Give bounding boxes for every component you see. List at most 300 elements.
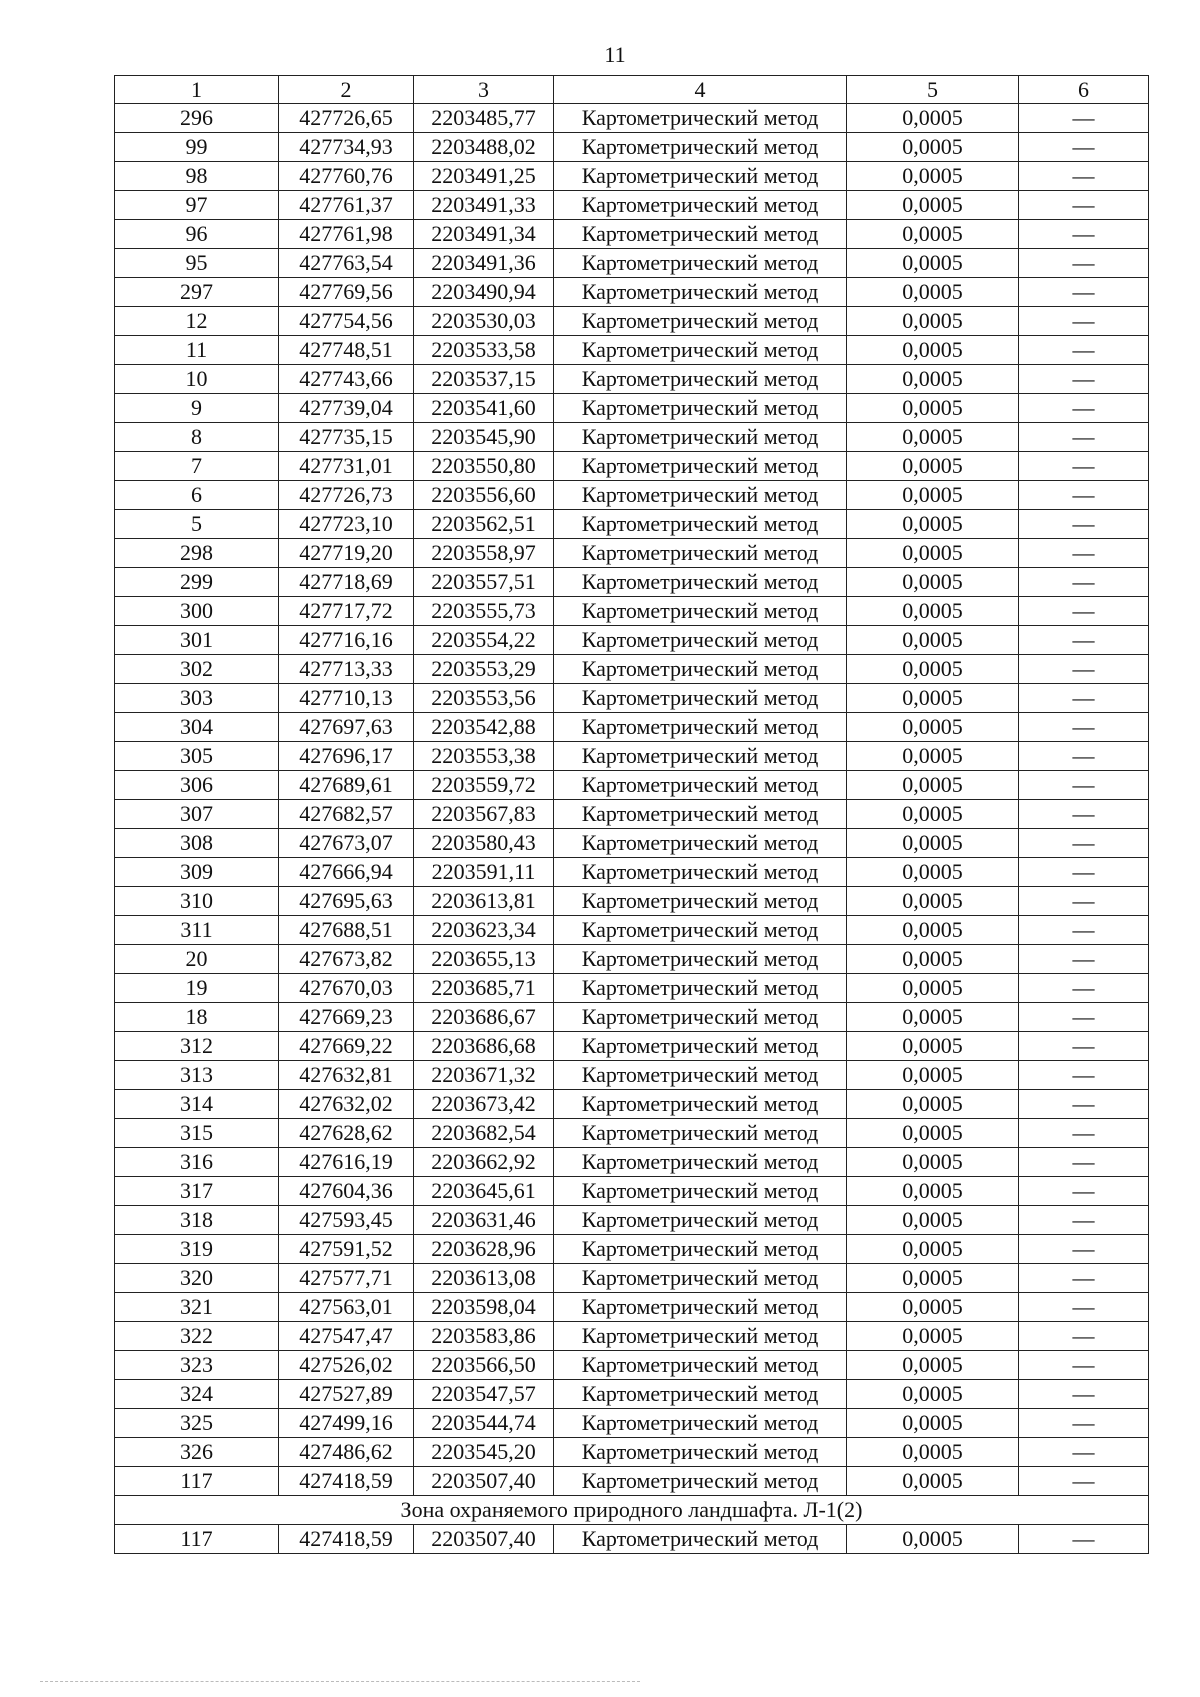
method-cell: Картометрический метод bbox=[554, 336, 847, 365]
accuracy-cell: 0,0005 bbox=[847, 278, 1019, 307]
table-row bbox=[115, 307, 1149, 336]
description-cell: — bbox=[1019, 1467, 1149, 1496]
description-cell: — bbox=[1019, 1264, 1149, 1293]
y-coordinate-cell: 2203533,58 bbox=[414, 336, 554, 365]
method-cell: Картометрический метод bbox=[554, 655, 847, 684]
accuracy-cell: 0,0005 bbox=[847, 336, 1019, 365]
point-number-cell: 95 bbox=[115, 249, 279, 278]
point-number-cell: 325 bbox=[115, 1409, 279, 1438]
y-coordinate-cell: 2203628,96 bbox=[414, 1235, 554, 1264]
table-row bbox=[115, 1293, 1149, 1322]
accuracy-cell: 0,0005 bbox=[847, 1467, 1019, 1496]
y-coordinate-cell: 2203662,92 bbox=[414, 1148, 554, 1177]
accuracy-cell: 0,0005 bbox=[847, 1525, 1019, 1554]
method-cell: Картометрический метод bbox=[554, 858, 847, 887]
x-coordinate-cell: 427695,63 bbox=[279, 887, 414, 916]
description-cell: — bbox=[1019, 162, 1149, 191]
description-cell: — bbox=[1019, 1525, 1149, 1554]
y-coordinate-cell: 2203530,03 bbox=[414, 307, 554, 336]
x-coordinate-cell: 427697,63 bbox=[279, 713, 414, 742]
point-number-cell: 312 bbox=[115, 1032, 279, 1061]
accuracy-cell: 0,0005 bbox=[847, 104, 1019, 133]
table-row bbox=[115, 336, 1149, 365]
accuracy-cell: 0,0005 bbox=[847, 597, 1019, 626]
accuracy-cell: 0,0005 bbox=[847, 655, 1019, 684]
description-cell: — bbox=[1019, 1409, 1149, 1438]
accuracy-cell: 0,0005 bbox=[847, 481, 1019, 510]
table-row bbox=[115, 162, 1149, 191]
table-row bbox=[115, 1177, 1149, 1206]
x-coordinate-cell: 427688,51 bbox=[279, 916, 414, 945]
method-cell: Картометрический метод bbox=[554, 887, 847, 916]
method-cell: Картометрический метод bbox=[554, 568, 847, 597]
y-coordinate-cell: 2203623,34 bbox=[414, 916, 554, 945]
table-row bbox=[115, 1438, 1149, 1467]
description-cell: — bbox=[1019, 771, 1149, 800]
accuracy-cell: 0,0005 bbox=[847, 945, 1019, 974]
y-coordinate-cell: 2203550,80 bbox=[414, 452, 554, 481]
y-coordinate-cell: 2203541,60 bbox=[414, 394, 554, 423]
table-row bbox=[115, 1119, 1149, 1148]
point-number-cell: 18 bbox=[115, 1003, 279, 1032]
method-cell: Картометрический метод bbox=[554, 365, 847, 394]
table-row bbox=[115, 568, 1149, 597]
table-row bbox=[115, 829, 1149, 858]
y-coordinate-cell: 2203545,20 bbox=[414, 1438, 554, 1467]
accuracy-cell: 0,0005 bbox=[847, 1235, 1019, 1264]
x-coordinate-cell: 427743,66 bbox=[279, 365, 414, 394]
method-cell: Картометрический метод bbox=[554, 133, 847, 162]
description-cell: — bbox=[1019, 626, 1149, 655]
accuracy-cell: 0,0005 bbox=[847, 394, 1019, 423]
table-row bbox=[115, 858, 1149, 887]
point-number-cell: 9 bbox=[115, 394, 279, 423]
accuracy-cell: 0,0005 bbox=[847, 1264, 1019, 1293]
description-cell: — bbox=[1019, 104, 1149, 133]
x-coordinate-cell: 427628,62 bbox=[279, 1119, 414, 1148]
description-cell: — bbox=[1019, 133, 1149, 162]
table-body bbox=[115, 76, 1149, 1554]
point-number-cell: 297 bbox=[115, 278, 279, 307]
method-cell: Картометрический метод bbox=[554, 771, 847, 800]
method-cell: Картометрический метод bbox=[554, 1322, 847, 1351]
method-cell: Картометрический метод bbox=[554, 1293, 847, 1322]
description-cell: — bbox=[1019, 684, 1149, 713]
method-cell: Картометрический метод bbox=[554, 162, 847, 191]
point-number-cell: 5 bbox=[115, 510, 279, 539]
description-cell: — bbox=[1019, 1380, 1149, 1409]
point-number-cell: 296 bbox=[115, 104, 279, 133]
method-cell: Картометрический метод bbox=[554, 1148, 847, 1177]
point-number-cell: 326 bbox=[115, 1438, 279, 1467]
y-coordinate-cell: 2203613,08 bbox=[414, 1264, 554, 1293]
x-coordinate-cell: 427616,19 bbox=[279, 1148, 414, 1177]
y-coordinate-cell: 2203562,51 bbox=[414, 510, 554, 539]
header-cell: 5 bbox=[847, 76, 1019, 104]
x-coordinate-cell: 427418,59 bbox=[279, 1525, 414, 1554]
y-coordinate-cell: 2203557,51 bbox=[414, 568, 554, 597]
description-cell: — bbox=[1019, 307, 1149, 336]
x-coordinate-cell: 427632,02 bbox=[279, 1090, 414, 1119]
accuracy-cell: 0,0005 bbox=[847, 887, 1019, 916]
method-cell: Картометрический метод bbox=[554, 974, 847, 1003]
point-number-cell: 8 bbox=[115, 423, 279, 452]
description-cell: — bbox=[1019, 452, 1149, 481]
point-number-cell: 313 bbox=[115, 1061, 279, 1090]
method-cell: Картометрический метод bbox=[554, 742, 847, 771]
x-coordinate-cell: 427666,94 bbox=[279, 858, 414, 887]
point-number-cell: 316 bbox=[115, 1148, 279, 1177]
section-row bbox=[115, 1496, 1149, 1525]
point-number-cell: 300 bbox=[115, 597, 279, 626]
table-row bbox=[115, 133, 1149, 162]
table-header-row bbox=[115, 76, 1149, 104]
description-cell: — bbox=[1019, 191, 1149, 220]
accuracy-cell: 0,0005 bbox=[847, 1032, 1019, 1061]
y-coordinate-cell: 2203566,50 bbox=[414, 1351, 554, 1380]
accuracy-cell: 0,0005 bbox=[847, 1351, 1019, 1380]
point-number-cell: 321 bbox=[115, 1293, 279, 1322]
x-coordinate-cell: 427486,62 bbox=[279, 1438, 414, 1467]
table-row bbox=[115, 220, 1149, 249]
point-number-cell: 318 bbox=[115, 1206, 279, 1235]
point-number-cell: 302 bbox=[115, 655, 279, 684]
point-number-cell: 19 bbox=[115, 974, 279, 1003]
coordinates-table bbox=[114, 75, 1149, 1554]
section-title: Зона охраняемого природного ландшафта. Л-1(2) bbox=[115, 1496, 1149, 1525]
point-number-cell: 317 bbox=[115, 1177, 279, 1206]
y-coordinate-cell: 2203553,38 bbox=[414, 742, 554, 771]
description-cell: — bbox=[1019, 945, 1149, 974]
table-row bbox=[115, 452, 1149, 481]
x-coordinate-cell: 427499,16 bbox=[279, 1409, 414, 1438]
accuracy-cell: 0,0005 bbox=[847, 713, 1019, 742]
table-row bbox=[115, 945, 1149, 974]
accuracy-cell: 0,0005 bbox=[847, 684, 1019, 713]
table-row bbox=[115, 1003, 1149, 1032]
table-row bbox=[115, 249, 1149, 278]
x-coordinate-cell: 427719,20 bbox=[279, 539, 414, 568]
accuracy-cell: 0,0005 bbox=[847, 1177, 1019, 1206]
method-cell: Картометрический метод bbox=[554, 104, 847, 133]
accuracy-cell: 0,0005 bbox=[847, 452, 1019, 481]
x-coordinate-cell: 427682,57 bbox=[279, 800, 414, 829]
y-coordinate-cell: 2203673,42 bbox=[414, 1090, 554, 1119]
accuracy-cell: 0,0005 bbox=[847, 800, 1019, 829]
header-cell: 3 bbox=[414, 76, 554, 104]
accuracy-cell: 0,0005 bbox=[847, 1293, 1019, 1322]
method-cell: Картометрический метод bbox=[554, 1090, 847, 1119]
description-cell: — bbox=[1019, 655, 1149, 684]
point-number-cell: 20 bbox=[115, 945, 279, 974]
table-row bbox=[115, 1467, 1149, 1496]
x-coordinate-cell: 427748,51 bbox=[279, 336, 414, 365]
method-cell: Картометрический метод bbox=[554, 916, 847, 945]
accuracy-cell: 0,0005 bbox=[847, 771, 1019, 800]
description-cell: — bbox=[1019, 1438, 1149, 1467]
point-number-cell: 10 bbox=[115, 365, 279, 394]
scan-artifact-line bbox=[40, 1681, 640, 1682]
accuracy-cell: 0,0005 bbox=[847, 1003, 1019, 1032]
description-cell: — bbox=[1019, 336, 1149, 365]
point-number-cell: 309 bbox=[115, 858, 279, 887]
x-coordinate-cell: 427673,07 bbox=[279, 829, 414, 858]
description-cell: — bbox=[1019, 916, 1149, 945]
table-row bbox=[115, 365, 1149, 394]
y-coordinate-cell: 2203491,25 bbox=[414, 162, 554, 191]
point-number-cell: 7 bbox=[115, 452, 279, 481]
description-cell: — bbox=[1019, 510, 1149, 539]
y-coordinate-cell: 2203545,90 bbox=[414, 423, 554, 452]
accuracy-cell: 0,0005 bbox=[847, 162, 1019, 191]
x-coordinate-cell: 427726,73 bbox=[279, 481, 414, 510]
accuracy-cell: 0,0005 bbox=[847, 829, 1019, 858]
x-coordinate-cell: 427604,36 bbox=[279, 1177, 414, 1206]
method-cell: Картометрический метод bbox=[554, 278, 847, 307]
point-number-cell: 324 bbox=[115, 1380, 279, 1409]
y-coordinate-cell: 2203567,83 bbox=[414, 800, 554, 829]
description-cell: — bbox=[1019, 713, 1149, 742]
accuracy-cell: 0,0005 bbox=[847, 191, 1019, 220]
point-number-cell: 299 bbox=[115, 568, 279, 597]
accuracy-cell: 0,0005 bbox=[847, 307, 1019, 336]
method-cell: Картометрический метод bbox=[554, 481, 847, 510]
description-cell: — bbox=[1019, 1119, 1149, 1148]
description-cell: — bbox=[1019, 829, 1149, 858]
accuracy-cell: 0,0005 bbox=[847, 626, 1019, 655]
y-coordinate-cell: 2203490,94 bbox=[414, 278, 554, 307]
method-cell: Картометрический метод bbox=[554, 945, 847, 974]
table-row bbox=[115, 278, 1149, 307]
y-coordinate-cell: 2203671,32 bbox=[414, 1061, 554, 1090]
x-coordinate-cell: 427735,15 bbox=[279, 423, 414, 452]
point-number-cell: 6 bbox=[115, 481, 279, 510]
table-row bbox=[115, 974, 1149, 1003]
description-cell: — bbox=[1019, 1061, 1149, 1090]
accuracy-cell: 0,0005 bbox=[847, 974, 1019, 1003]
x-coordinate-cell: 427761,98 bbox=[279, 220, 414, 249]
method-cell: Картометрический метод bbox=[554, 1032, 847, 1061]
accuracy-cell: 0,0005 bbox=[847, 220, 1019, 249]
y-coordinate-cell: 2203507,40 bbox=[414, 1525, 554, 1554]
point-number-cell: 98 bbox=[115, 162, 279, 191]
method-cell: Картометрический метод bbox=[554, 684, 847, 713]
header-cell: 1 bbox=[115, 76, 279, 104]
method-cell: Картометрический метод bbox=[554, 452, 847, 481]
accuracy-cell: 0,0005 bbox=[847, 423, 1019, 452]
description-cell: — bbox=[1019, 1293, 1149, 1322]
y-coordinate-cell: 2203686,68 bbox=[414, 1032, 554, 1061]
method-cell: Картометрический метод bbox=[554, 1119, 847, 1148]
y-coordinate-cell: 2203645,61 bbox=[414, 1177, 554, 1206]
point-number-cell: 97 bbox=[115, 191, 279, 220]
method-cell: Картометрический метод bbox=[554, 307, 847, 336]
x-coordinate-cell: 427418,59 bbox=[279, 1467, 414, 1496]
table-row bbox=[115, 1409, 1149, 1438]
x-coordinate-cell: 427760,76 bbox=[279, 162, 414, 191]
description-cell: — bbox=[1019, 423, 1149, 452]
point-number-cell: 96 bbox=[115, 220, 279, 249]
table-row bbox=[115, 1380, 1149, 1409]
page-number: 11 bbox=[604, 42, 626, 67]
method-cell: Картометрический метод bbox=[554, 1235, 847, 1264]
method-cell: Картометрический метод bbox=[554, 510, 847, 539]
y-coordinate-cell: 2203554,22 bbox=[414, 626, 554, 655]
method-cell: Картометрический метод bbox=[554, 1177, 847, 1206]
table-row bbox=[115, 394, 1149, 423]
x-coordinate-cell: 427669,23 bbox=[279, 1003, 414, 1032]
table-row bbox=[115, 481, 1149, 510]
table-row bbox=[115, 1322, 1149, 1351]
description-cell: — bbox=[1019, 1206, 1149, 1235]
accuracy-cell: 0,0005 bbox=[847, 568, 1019, 597]
table-row bbox=[115, 539, 1149, 568]
x-coordinate-cell: 427669,22 bbox=[279, 1032, 414, 1061]
x-coordinate-cell: 427754,56 bbox=[279, 307, 414, 336]
accuracy-cell: 0,0005 bbox=[847, 539, 1019, 568]
point-number-cell: 315 bbox=[115, 1119, 279, 1148]
method-cell: Картометрический метод bbox=[554, 249, 847, 278]
method-cell: Картометрический метод bbox=[554, 1409, 847, 1438]
x-coordinate-cell: 427716,16 bbox=[279, 626, 414, 655]
point-number-cell: 323 bbox=[115, 1351, 279, 1380]
x-coordinate-cell: 427717,72 bbox=[279, 597, 414, 626]
accuracy-cell: 0,0005 bbox=[847, 1409, 1019, 1438]
table-row bbox=[115, 655, 1149, 684]
table-row bbox=[115, 1032, 1149, 1061]
table-row bbox=[115, 713, 1149, 742]
x-coordinate-cell: 427718,69 bbox=[279, 568, 414, 597]
x-coordinate-cell: 427723,10 bbox=[279, 510, 414, 539]
point-number-cell: 307 bbox=[115, 800, 279, 829]
x-coordinate-cell: 427670,03 bbox=[279, 974, 414, 1003]
table-row bbox=[115, 191, 1149, 220]
x-coordinate-cell: 427526,02 bbox=[279, 1351, 414, 1380]
description-cell: — bbox=[1019, 1322, 1149, 1351]
description-cell: — bbox=[1019, 887, 1149, 916]
method-cell: Картометрический метод bbox=[554, 1061, 847, 1090]
accuracy-cell: 0,0005 bbox=[847, 1119, 1019, 1148]
description-cell: — bbox=[1019, 1090, 1149, 1119]
method-cell: Картометрический метод bbox=[554, 1351, 847, 1380]
x-coordinate-cell: 427769,56 bbox=[279, 278, 414, 307]
point-number-cell: 304 bbox=[115, 713, 279, 742]
method-cell: Картометрический метод bbox=[554, 423, 847, 452]
y-coordinate-cell: 2203685,71 bbox=[414, 974, 554, 1003]
description-cell: — bbox=[1019, 1148, 1149, 1177]
x-coordinate-cell: 427713,33 bbox=[279, 655, 414, 684]
accuracy-cell: 0,0005 bbox=[847, 742, 1019, 771]
accuracy-cell: 0,0005 bbox=[847, 1090, 1019, 1119]
header-cell: 4 bbox=[554, 76, 847, 104]
point-number-cell: 301 bbox=[115, 626, 279, 655]
description-cell: — bbox=[1019, 481, 1149, 510]
method-cell: Картометрический метод bbox=[554, 1525, 847, 1554]
table-row bbox=[115, 1061, 1149, 1090]
method-cell: Картометрический метод bbox=[554, 829, 847, 858]
y-coordinate-cell: 2203553,29 bbox=[414, 655, 554, 684]
accuracy-cell: 0,0005 bbox=[847, 510, 1019, 539]
accuracy-cell: 0,0005 bbox=[847, 365, 1019, 394]
table-row bbox=[115, 1090, 1149, 1119]
x-coordinate-cell: 427761,37 bbox=[279, 191, 414, 220]
table-row bbox=[115, 916, 1149, 945]
point-number-cell: 117 bbox=[115, 1525, 279, 1554]
method-cell: Картометрический метод bbox=[554, 191, 847, 220]
table-row bbox=[115, 887, 1149, 916]
table-row bbox=[115, 771, 1149, 800]
table-row bbox=[115, 800, 1149, 829]
description-cell: — bbox=[1019, 1351, 1149, 1380]
header-cell: 6 bbox=[1019, 76, 1149, 104]
y-coordinate-cell: 2203655,13 bbox=[414, 945, 554, 974]
description-cell: — bbox=[1019, 1032, 1149, 1061]
x-coordinate-cell: 427563,01 bbox=[279, 1293, 414, 1322]
method-cell: Картометрический метод bbox=[554, 597, 847, 626]
description-cell: — bbox=[1019, 858, 1149, 887]
method-cell: Картометрический метод bbox=[554, 220, 847, 249]
x-coordinate-cell: 427710,13 bbox=[279, 684, 414, 713]
description-cell: — bbox=[1019, 1235, 1149, 1264]
y-coordinate-cell: 2203507,40 bbox=[414, 1467, 554, 1496]
y-coordinate-cell: 2203491,36 bbox=[414, 249, 554, 278]
y-coordinate-cell: 2203491,33 bbox=[414, 191, 554, 220]
x-coordinate-cell: 427689,61 bbox=[279, 771, 414, 800]
method-cell: Картометрический метод bbox=[554, 539, 847, 568]
x-coordinate-cell: 427739,04 bbox=[279, 394, 414, 423]
accuracy-cell: 0,0005 bbox=[847, 133, 1019, 162]
method-cell: Картометрический метод bbox=[554, 1467, 847, 1496]
description-cell: — bbox=[1019, 365, 1149, 394]
y-coordinate-cell: 2203553,56 bbox=[414, 684, 554, 713]
method-cell: Картометрический метод bbox=[554, 1003, 847, 1032]
y-coordinate-cell: 2203485,77 bbox=[414, 104, 554, 133]
y-coordinate-cell: 2203558,97 bbox=[414, 539, 554, 568]
description-cell: — bbox=[1019, 974, 1149, 1003]
point-number-cell: 319 bbox=[115, 1235, 279, 1264]
y-coordinate-cell: 2203613,81 bbox=[414, 887, 554, 916]
description-cell: — bbox=[1019, 742, 1149, 771]
point-number-cell: 322 bbox=[115, 1322, 279, 1351]
method-cell: Картометрический метод bbox=[554, 626, 847, 655]
x-coordinate-cell: 427673,82 bbox=[279, 945, 414, 974]
point-number-cell: 99 bbox=[115, 133, 279, 162]
point-number-cell: 308 bbox=[115, 829, 279, 858]
y-coordinate-cell: 2203537,15 bbox=[414, 365, 554, 394]
table-row bbox=[115, 597, 1149, 626]
point-number-cell: 117 bbox=[115, 1467, 279, 1496]
description-cell: — bbox=[1019, 597, 1149, 626]
table-row bbox=[115, 626, 1149, 655]
description-cell: — bbox=[1019, 220, 1149, 249]
table-row bbox=[115, 423, 1149, 452]
point-number-cell: 314 bbox=[115, 1090, 279, 1119]
x-coordinate-cell: 427696,17 bbox=[279, 742, 414, 771]
y-coordinate-cell: 2203488,02 bbox=[414, 133, 554, 162]
description-cell: — bbox=[1019, 249, 1149, 278]
y-coordinate-cell: 2203580,43 bbox=[414, 829, 554, 858]
description-cell: — bbox=[1019, 394, 1149, 423]
table-row bbox=[115, 1264, 1149, 1293]
x-coordinate-cell: 427726,65 bbox=[279, 104, 414, 133]
method-cell: Картометрический метод bbox=[554, 800, 847, 829]
description-cell: — bbox=[1019, 800, 1149, 829]
y-coordinate-cell: 2203598,04 bbox=[414, 1293, 554, 1322]
accuracy-cell: 0,0005 bbox=[847, 1148, 1019, 1177]
point-number-cell: 303 bbox=[115, 684, 279, 713]
header-cell: 2 bbox=[279, 76, 414, 104]
y-coordinate-cell: 2203682,54 bbox=[414, 1119, 554, 1148]
